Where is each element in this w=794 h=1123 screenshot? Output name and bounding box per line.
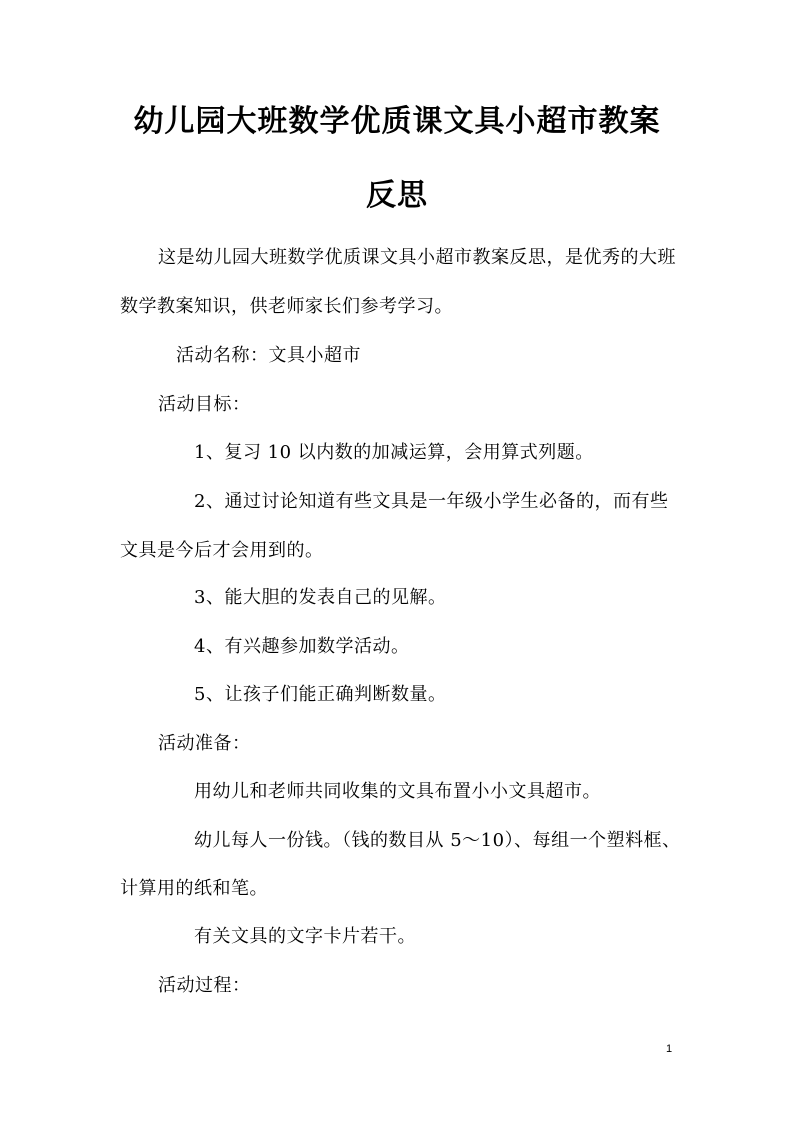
page-number: 1 [666, 1043, 673, 1055]
intro-paragraph-line-2: 数学教案知识，供老师家长们参考学习。 [120, 296, 453, 317]
intro-paragraph-line-1: 这是幼儿园大班数学优质课文具小超市教案反思，是优秀的大班 [158, 247, 676, 268]
goal-item-3: 3、能大胆的发表自己的见解。 [194, 587, 447, 608]
goal-item-4: 4、有兴趣参加数学活动。 [194, 636, 410, 657]
goal-item-5: 5、让孩子们能正确判断数量。 [194, 684, 447, 705]
document-title-line-2: 反思 [366, 178, 428, 213]
process-heading: 活动过程： [158, 975, 251, 996]
prep-item-2-line-1: 幼儿每人一份钱。（钱的数目从 5～10）、每组一个塑料框、 [194, 830, 681, 851]
activity-name: 活动名称：文具小超市 [176, 345, 361, 366]
goal-item-2-line-1: 2、通过讨论知道有些文具是一年级小学生必备的，而有些 [194, 491, 669, 512]
goal-item-1: 1、复习 10 以内数的加减运算，会用算式列题。 [194, 442, 594, 463]
goals-heading: 活动目标： [158, 394, 251, 415]
document-title-line-1: 幼儿园大班数学优质课文具小超市教案 [133, 104, 661, 139]
goal-item-2-line-2: 文具是今后才会用到的。 [120, 540, 324, 561]
prep-item-3: 有关文具的文字卡片若干。 [194, 926, 416, 947]
prep-heading: 活动准备： [158, 733, 251, 754]
prep-item-2-line-2: 计算用的纸和笔。 [120, 878, 268, 899]
prep-item-1: 用幼儿和老师共同收集的文具布置小小文具超市。 [194, 781, 601, 802]
